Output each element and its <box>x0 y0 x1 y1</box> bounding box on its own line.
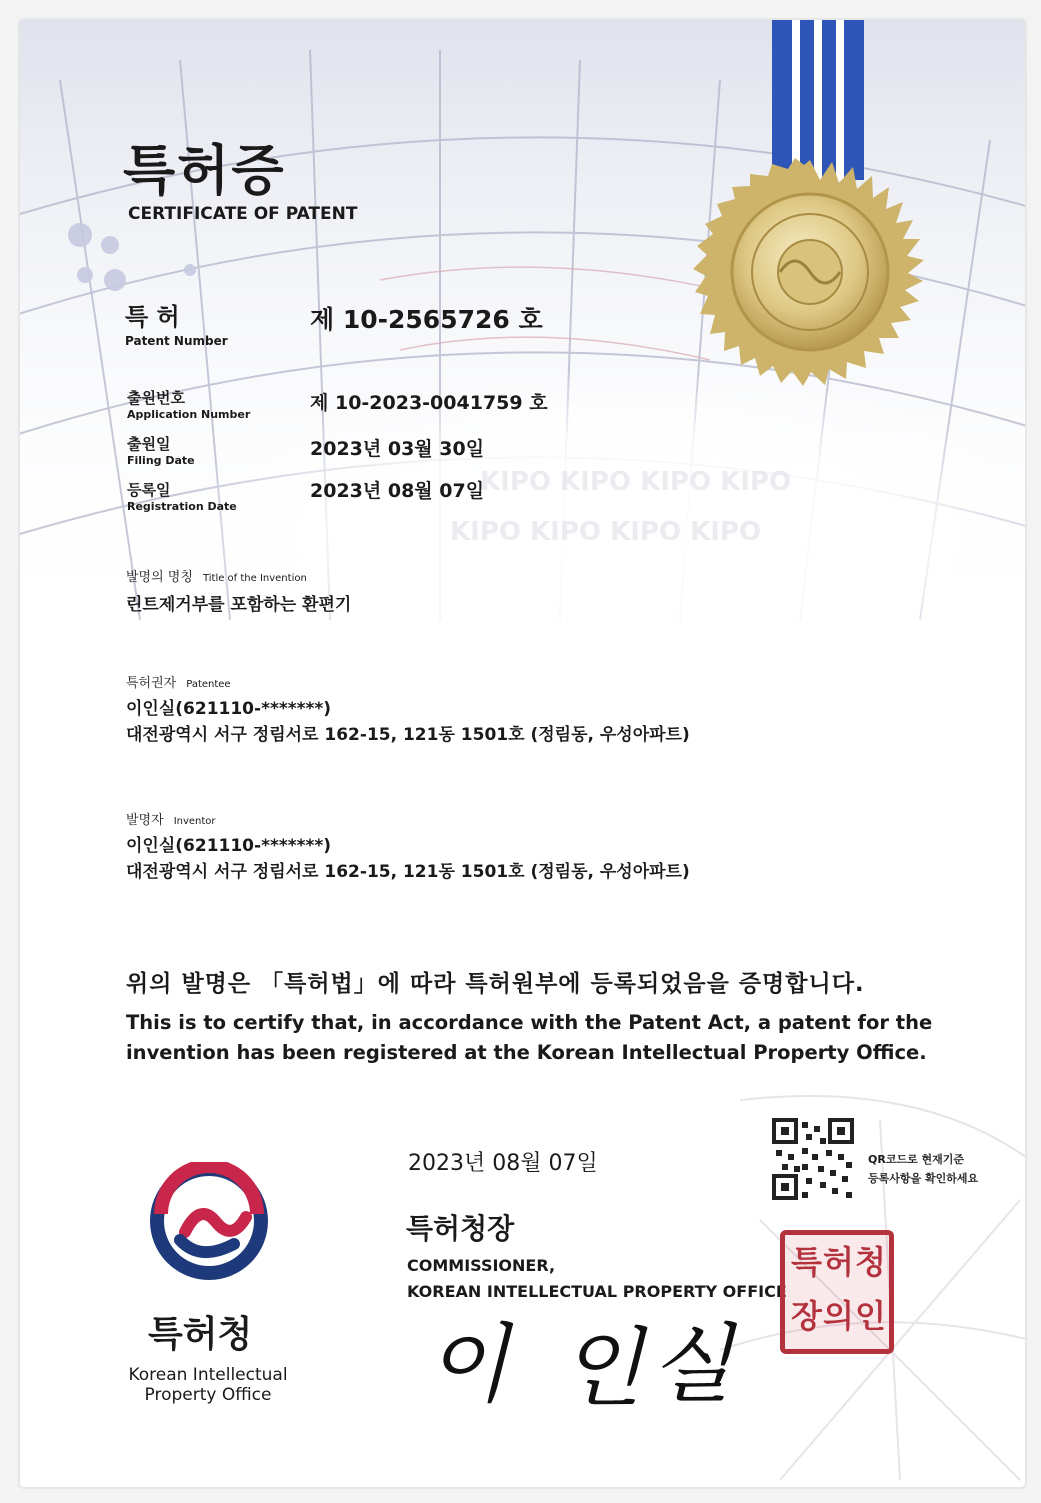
kipo-logo-en-line1: Korean Intellectual <box>128 1365 288 1385</box>
certification-statement-en-2: invention has been registered at the Korean Intellectual Property Office. <box>126 1041 927 1064</box>
filing-label-en: Filing Date <box>127 454 195 467</box>
svg-text:KIPO KIPO KIPO KIPO: KIPO KIPO KIPO KIPO <box>480 467 792 497</box>
certificate-page <box>18 18 1027 1489</box>
registration-label-en: Registration Date <box>127 500 237 513</box>
invention-label-en: Title of the Invention <box>202 573 307 584</box>
seal-char: 인 <box>855 1297 886 1335</box>
application-number-label <box>127 387 250 421</box>
patent-label-ko: 특 허 <box>125 303 180 331</box>
commissioner-title-en-2: KOREAN INTELLECTUAL PROPERTY OFFICE <box>407 1282 787 1301</box>
application-label-ko: 출원번호 <box>127 389 185 407</box>
signature-char: 이 <box>426 1315 510 1415</box>
registration-date-label <box>127 479 237 513</box>
registration-date-value: 2023년 08월 07일 <box>310 480 485 502</box>
application-label-en: Application Number <box>127 408 251 421</box>
svg-text:KIPO KIPO KIPO KIPO: KIPO KIPO KIPO KIPO <box>450 517 762 547</box>
inventor-label-ko: 발명자 <box>126 813 164 828</box>
seal-char: 특 <box>791 1243 822 1281</box>
issue-date: 2023년 08월 07일 <box>408 1151 598 1176</box>
medal-ribbon <box>772 20 864 180</box>
patent-label-en: Patent Number <box>125 334 228 348</box>
inventor-section-label <box>126 809 216 828</box>
seal-char: 허 <box>823 1243 854 1281</box>
certificate-title: 특허증 <box>123 139 286 202</box>
qr-instruction-line2: 등록사항을 확인하세요 <box>868 1172 979 1185</box>
qr-instruction-line1: QR코드로 현재기준 <box>868 1153 965 1166</box>
invention-title: 린트제거부를 포함하는 환편기 <box>126 595 352 615</box>
invention-section-label <box>126 566 307 585</box>
patentee-label-ko: 특허권자 <box>126 676 177 691</box>
commissioner-title-en-1: COMMISSIONER, <box>407 1256 556 1275</box>
patentee-label-en: Patentee <box>186 679 231 690</box>
kipo-logo-en-line2: Property Office <box>144 1385 272 1405</box>
inventor-label-en: Inventor <box>173 816 216 827</box>
patentee-section-label <box>126 672 231 691</box>
inventor-name: 이인실(621110-*******) <box>126 836 332 856</box>
signature-char: 실 <box>650 1315 734 1415</box>
seal-char: 장 <box>791 1297 822 1335</box>
seal-char: 청 <box>855 1243 886 1281</box>
signature-char: 인 <box>560 1319 644 1419</box>
kipo-logo-name-en <box>118 1365 298 1405</box>
invention-label-ko: 발명의 명칭 <box>126 570 193 585</box>
qr-instruction <box>868 1150 978 1188</box>
seal-char: 의 <box>823 1297 854 1335</box>
qr-code-icon <box>772 1118 854 1200</box>
certification-statement-ko: 위의 발명은 「특허법」에 따라 특허원부에 등록되었음을 증명합니다. <box>126 971 865 997</box>
filing-label-ko: 출원일 <box>127 435 171 453</box>
certification-statement-en-1: This is to certify that, in accordance with the Patent Act, a patent for the <box>126 1011 933 1034</box>
application-number-value: 제 10-2023-0041759 호 <box>310 392 548 414</box>
patentee-name: 이인실(621110-*******) <box>126 699 332 719</box>
patent-number-value: 제 10-2565726 호 <box>310 305 543 334</box>
official-seal-stamp <box>780 1230 894 1354</box>
patentee-address: 대전광역시 서구 정림서로 162-15, 121동 1501호 (정림동, 우성아파트) <box>126 725 690 745</box>
commissioner-signature <box>400 1295 760 1419</box>
certificate-title-en: CERTIFICATE OF PATENT <box>128 204 358 224</box>
registration-label-ko: 등록일 <box>127 481 171 499</box>
taegeuk-logo-icon <box>150 1162 268 1280</box>
kipo-logo-name-ko: 특허청 <box>148 1314 253 1355</box>
patent-number-label <box>125 297 228 348</box>
commissioner-title-ko: 특허청장 <box>406 1212 515 1245</box>
inventor-address: 대전광역시 서구 정림서로 162-15, 121동 1501호 (정림동, 우성아파트) <box>126 862 690 882</box>
filing-date-value: 2023년 03월 30일 <box>310 438 485 460</box>
filing-date-label <box>127 433 195 467</box>
